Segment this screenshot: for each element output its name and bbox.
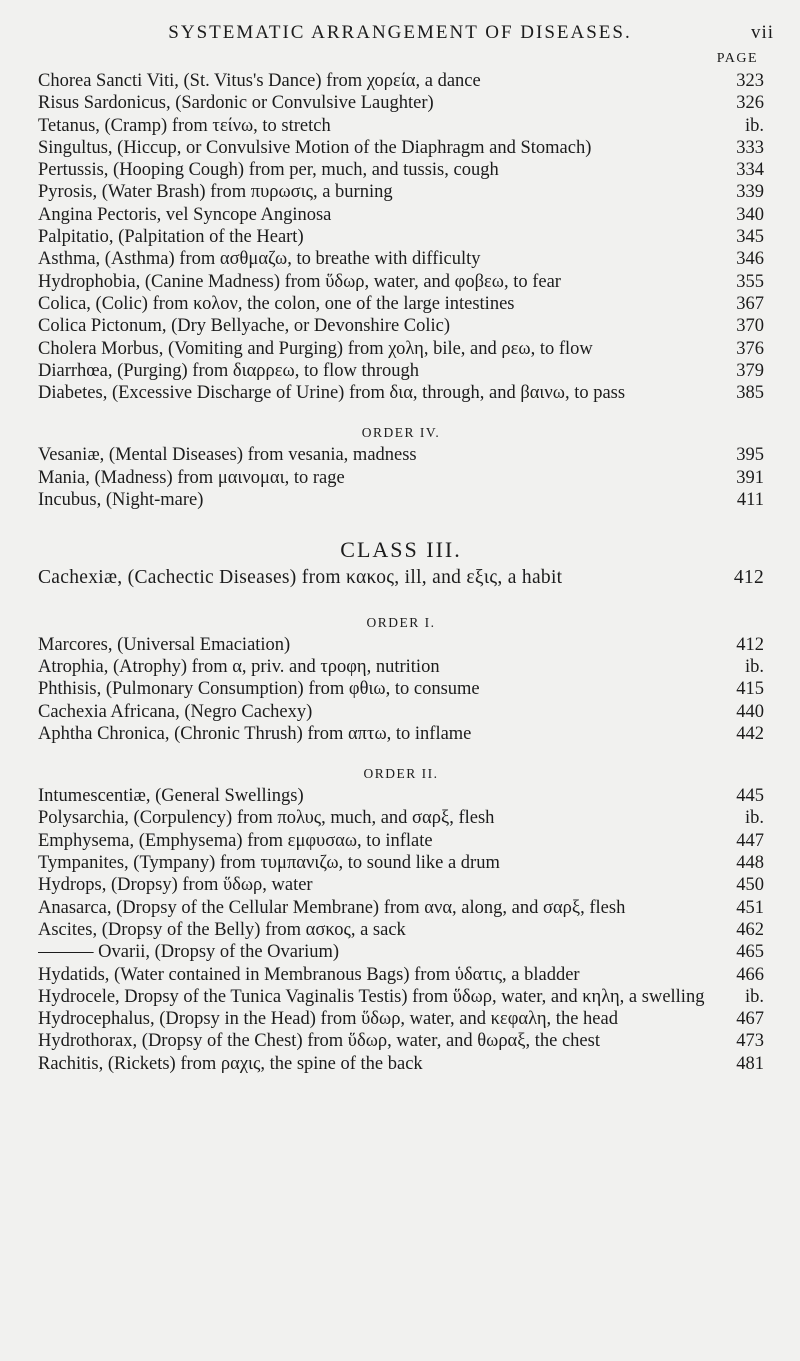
- entry-page-number: 465: [736, 942, 764, 963]
- entry-title: Colica, (Colic) from κολον, the colon, one of the large intestines: [38, 293, 515, 314]
- contents-entry: [38, 1008, 764, 1030]
- contents-entry: [38, 248, 764, 270]
- contents-entry: [38, 338, 764, 360]
- entry-page-number: 355: [736, 271, 764, 292]
- entries-group-order-iv: [38, 444, 764, 511]
- entry-title: Hydrophobia, (Canine Madness) from ὕδωρ, water, and φοβεω, to fear: [38, 271, 561, 292]
- entry-page-number: ib.: [744, 986, 764, 1007]
- class-heading-iii: CLASS III.: [340, 537, 462, 563]
- contents-entry: [38, 941, 764, 963]
- entry-page-number: 445: [736, 786, 764, 807]
- entry-title: Cholera Morbus, (Vomiting and Purging) from χολη, bile, and ρεω, to flow: [38, 338, 593, 359]
- entry-page-number: 411: [736, 490, 764, 511]
- contents-entry: [38, 92, 764, 114]
- entry-page-number: 462: [736, 919, 764, 940]
- entry-page-number: 412: [733, 567, 764, 589]
- entry-title: Hydatids, (Water contained in Membranous Bags) from ὑδατις, a bladder: [38, 964, 580, 985]
- entry-title: Singultus, (Hiccup, or Convulsive Motion of the Diaphragm and Stomach): [38, 137, 592, 158]
- entry-page-number: 451: [736, 897, 764, 918]
- contents-entry: [38, 315, 764, 337]
- contents-entry: [38, 634, 764, 656]
- entry-title: Emphysema, (Emphysema) from εμφυσαω, to inflate: [38, 830, 433, 851]
- entry-title: Cachexiæ, (Cachectic Diseases) from κακος, ill, and εξις, a habit: [38, 567, 563, 589]
- order-heading-ii: ORDER II.: [363, 766, 439, 782]
- entry-title: Palpitatio, (Palpitation of the Heart): [38, 227, 304, 248]
- entry-page-number: 346: [736, 249, 764, 270]
- contents-entry: [38, 897, 764, 919]
- entry-title: Hydrocele, Dropsy of the Tunica Vaginalis Testis) from ὕδωρ, water, and κηλη, a swelling: [38, 986, 705, 1007]
- entry-title: Tympanites, (Tympany) from τυμπανιζω, to sound like a drum: [38, 853, 500, 874]
- entry-title: Tetanus, (Cramp) from τείνω, to stretch: [38, 115, 331, 136]
- contents-entry: [38, 874, 764, 896]
- contents-entry: [38, 919, 764, 941]
- entry-page-number: ib.: [744, 115, 764, 136]
- order-heading-iv: ORDER IV.: [361, 425, 441, 441]
- entry-page-number: 339: [736, 182, 764, 203]
- entry-page-number: 326: [736, 93, 764, 114]
- running-title: SYSTEMATIC ARRANGEMENT OF DISEASES.: [168, 22, 632, 43]
- contents-entry: [38, 382, 764, 404]
- entry-page-number: 481: [736, 1053, 764, 1074]
- entry-page-number: 334: [736, 160, 764, 181]
- entry-page-number: 442: [736, 723, 764, 744]
- contents-entry: [38, 807, 764, 829]
- entry-title: Pyrosis, (Water Brash) from πυρωσις, a burning: [38, 182, 393, 203]
- entry-page-number: 379: [736, 360, 764, 381]
- contents-entry: [38, 723, 764, 745]
- contents-entry: [38, 467, 764, 489]
- entry-title: Intumescentiæ, (General Swellings): [38, 786, 304, 807]
- entry-title: Mania, (Madness) from μαινομαι, to rage: [38, 467, 345, 488]
- entries-group-order-i: [38, 634, 764, 745]
- entry-title: Marcores, (Universal Emaciation): [38, 634, 291, 655]
- entry-title: Ascites, (Dropsy of the Belly) from ασκος, a sack: [38, 919, 406, 940]
- contents-entry: [38, 986, 764, 1008]
- entry-title: Cachexia Africana, (Negro Cachexy): [38, 701, 313, 722]
- entry-title: Aphtha Chronica, (Chronic Thrush) from απτω, to inflame: [38, 723, 472, 744]
- contents-entry: [38, 70, 764, 92]
- entry-page-number: 440: [736, 701, 764, 722]
- entry-title: Atrophia, (Atrophy) from α, priv. and τροφη, nutrition: [38, 656, 440, 677]
- entry-title: Phthisis, (Pulmonary Consumption) from φθιω, to consume: [38, 679, 480, 700]
- entry-page-number: 447: [736, 830, 764, 851]
- contents-entry: [38, 785, 764, 807]
- contents-entry: [38, 271, 764, 293]
- entries-group-class-iii: [38, 567, 764, 589]
- contents-entry: [38, 115, 764, 137]
- entry-page-number: 323: [736, 71, 764, 91]
- entry-page-number: ib.: [744, 808, 764, 829]
- entry-title: Risus Sardonicus, (Sardonic or Convulsive Laughter): [38, 93, 434, 114]
- contents-entry: [38, 1030, 764, 1052]
- contents-entry: [38, 701, 764, 723]
- entry-title: ——— Ovarii, (Dropsy of the Ovarium): [38, 942, 340, 963]
- contents-entry: [38, 1053, 764, 1075]
- contents-entry: [38, 444, 764, 466]
- entry-page-number: 370: [736, 316, 764, 337]
- entries-group-order-ii: [38, 785, 764, 1075]
- entry-title: Chorea Sancti Viti, (St. Vitus's Dance) from χορεία, a dance: [38, 71, 481, 91]
- contents-list: [38, 70, 764, 1075]
- contents-entry: [38, 293, 764, 315]
- order-heading-i: ORDER I.: [366, 614, 436, 630]
- entry-page-number: 415: [736, 679, 764, 700]
- entry-page-number: ib.: [744, 656, 764, 677]
- entry-page-number: 333: [736, 137, 764, 158]
- entry-page-number: 473: [736, 1031, 764, 1052]
- entry-title: Colica Pictonum, (Dry Bellyache, or Devonshire Colic): [38, 316, 451, 337]
- entry-page-number: 466: [736, 964, 764, 985]
- contents-entry: [38, 489, 764, 511]
- contents-entry: [38, 852, 764, 874]
- entry-title: Anasarca, (Dropsy of the Cellular Membrane) from ανα, along, and σαρξ, flesh: [38, 897, 626, 918]
- page-column-label: PAGE: [716, 51, 758, 66]
- contents-entry: [38, 360, 764, 382]
- contents-entry: [38, 567, 764, 589]
- entry-page-number: 345: [736, 227, 764, 248]
- entry-title: Asthma, (Asthma) from ασθμαζω, to breathe with difficulty: [38, 249, 481, 270]
- contents-entry: [38, 159, 764, 181]
- entry-page-number: 340: [736, 204, 764, 225]
- entry-title: Rachitis, (Rickets) from ραχις, the spine of the back: [38, 1053, 423, 1074]
- contents-entry: [38, 830, 764, 852]
- entry-title: Diabetes, (Excessive Discharge of Urine) from δια, through, and βαινω, to pass: [38, 383, 626, 404]
- entry-title: Vesaniæ, (Mental Diseases) from vesania, madness: [38, 445, 417, 466]
- entry-page-number: 385: [736, 383, 764, 404]
- entry-title: Polysarchia, (Corpulency) from πολυς, much, and σαρξ, flesh: [38, 808, 495, 829]
- contents-entry: [38, 181, 764, 203]
- entry-page-number: 412: [736, 634, 764, 655]
- entry-page-number: 395: [736, 445, 764, 466]
- contents-entry: [38, 137, 764, 159]
- entry-title: Diarrhœa, (Purging) from διαρρεω, to flow through: [38, 360, 420, 381]
- entry-page-number: 376: [736, 338, 764, 359]
- entry-page-number: 467: [736, 1009, 764, 1030]
- contents-entry: [38, 204, 764, 226]
- entry-title: Pertussis, (Hooping Cough) from per, much, and tussis, cough: [38, 160, 499, 181]
- contents-entry: [38, 678, 764, 700]
- page-header: [0, 22, 800, 50]
- entry-page-number: 391: [736, 467, 764, 488]
- entry-title: Hydrops, (Dropsy) from ὕδωρ, water: [38, 875, 313, 896]
- entry-page-number: 367: [736, 293, 764, 314]
- entry-title: Hydrocephalus, (Dropsy in the Head) from ὕδωρ, water, and κεφαλη, the head: [38, 1009, 618, 1030]
- contents-entry: [38, 226, 764, 248]
- entries-group-continued: [38, 70, 764, 404]
- entry-title: Incubus, (Night-mare): [38, 490, 204, 511]
- entry-title: Hydrothorax, (Dropsy of the Chest) from ὕδωρ, water, and θωραξ, the chest: [38, 1031, 600, 1052]
- contents-entry: [38, 656, 764, 678]
- contents-entry: [38, 964, 764, 986]
- entry-page-number: 450: [736, 875, 764, 896]
- entry-page-number: 448: [736, 853, 764, 874]
- page-number: vii: [750, 22, 774, 43]
- entry-title: Angina Pectoris, vel Syncope Anginosa: [38, 204, 332, 225]
